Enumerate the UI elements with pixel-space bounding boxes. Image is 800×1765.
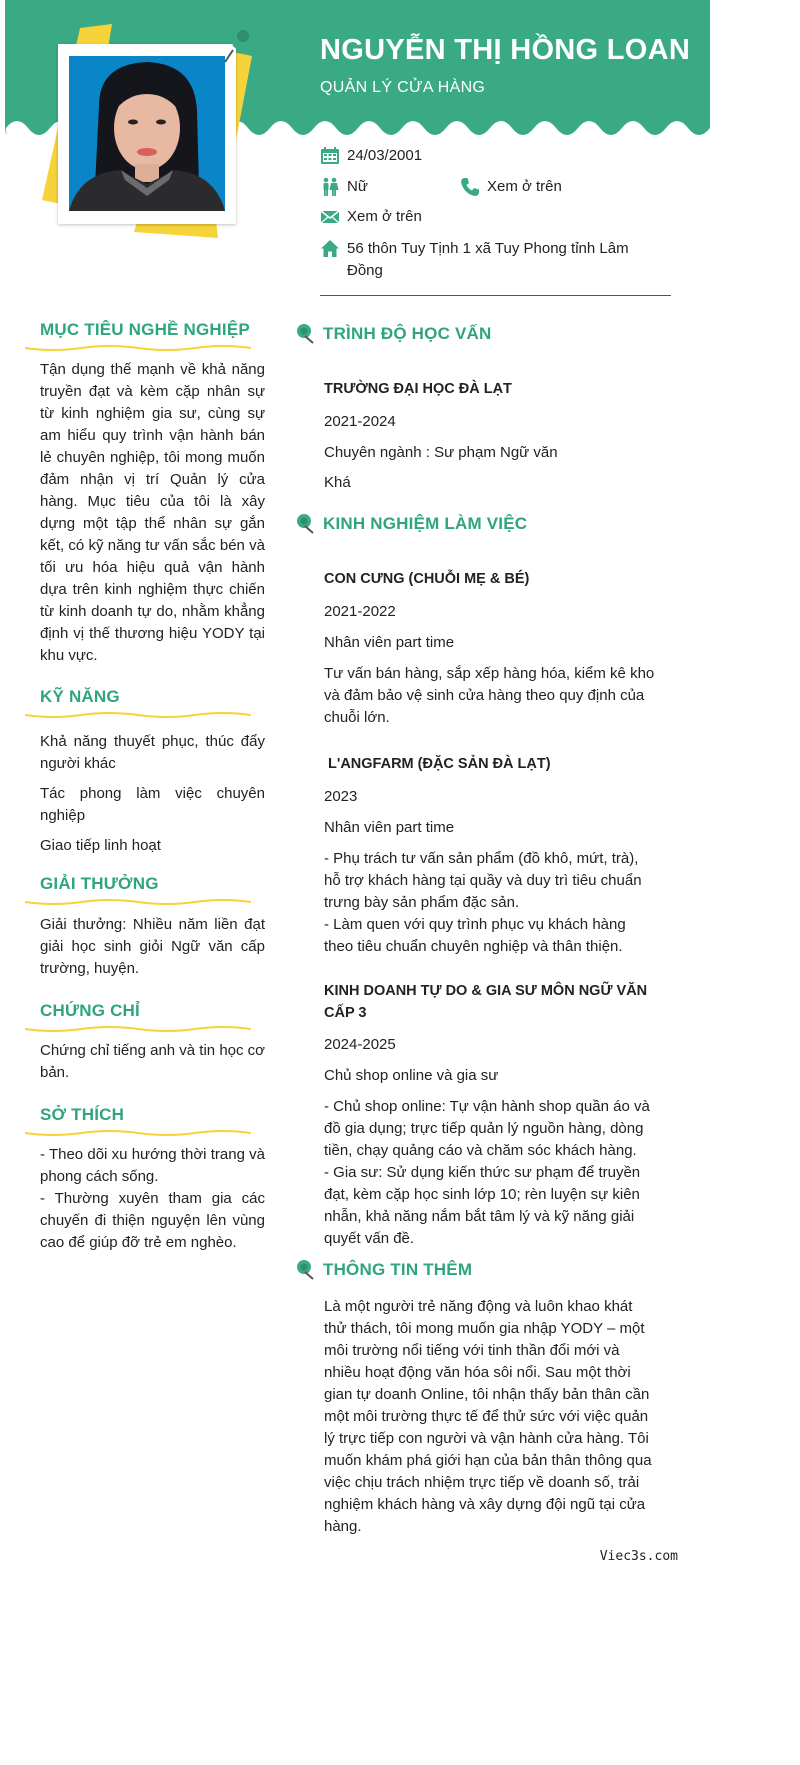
- email-icon: [320, 207, 340, 227]
- hobbies-text: [40, 1144, 265, 1254]
- watermark: Viec3s.com: [599, 1549, 678, 1564]
- email-value: Xem ở trên: [347, 208, 422, 225]
- certificates-heading: CHỨNG CHỈ: [40, 1001, 140, 1020]
- phone-value: Xem ở trên: [487, 178, 562, 195]
- job-role: Chủ shop online và gia sư: [324, 1067, 499, 1084]
- certificates-text: Chứng chỉ tiếng anh và tin học cơ bản.: [40, 1042, 266, 1081]
- education-years: 2021-2024: [324, 413, 396, 430]
- job-role: Nhân viên part time: [324, 819, 455, 836]
- additional-title: THÔNG TIN THÊM: [323, 1260, 473, 1279]
- job-title: QUẢN LÝ CỬA HÀNG: [320, 79, 486, 96]
- candidate-name: NGUYỄN THỊ HỒNG LOAN: [320, 34, 691, 66]
- education-major: Chuyên ngành : Sư phạm Ngữ văn: [324, 444, 558, 461]
- gender-value: Nữ: [347, 178, 368, 195]
- job-company: L'ANGFARM (ĐẶC SẢN ĐÀ LẠT): [324, 756, 551, 772]
- skills-heading: KỸ NĂNG: [40, 687, 120, 706]
- job-role: Nhân viên part time: [324, 634, 455, 651]
- skills-underline: [25, 710, 251, 720]
- address-value: 56 thôn Tuy Tịnh 1 xã Tuy Phong tỉnh Lâm Đồng: [347, 240, 629, 279]
- home-icon: [320, 239, 340, 259]
- contact-birthday: [320, 145, 422, 167]
- hobbies-heading: SỞ THÍCH: [40, 1105, 125, 1124]
- education-heading: [293, 322, 491, 346]
- job-description: - Chủ shop online: Tự vận hành shop quần áo và đồ gia dụng; trực tiếp quản lý nguồn hàng, dòng tiền, chạy quảng cáo và chăm sóc khách hàng. - Gia sư: Sử dụng kiến thức sư phạm để truyền đạt, kèm cặp học sinh lớp 10; rèn luyện sự kiên nhẫn, khả năng nắm bắt tâm lý và kỹ năng giải quyết vấn đề.: [324, 1098, 650, 1247]
- pushpin-icon: [293, 512, 317, 536]
- job-company: KINH DOANH TỰ DO & GIA SƯ MÔN NGỮ VĂN CẤP 3: [324, 983, 648, 1021]
- profile-photo: [69, 56, 225, 211]
- skill-item: Giao tiếp linh hoạt: [40, 837, 161, 854]
- phone-icon: [460, 177, 480, 197]
- job-period: 2021-2022: [324, 603, 396, 620]
- education-school: TRƯỜNG ĐẠI HỌC ĐÀ LẠT: [324, 381, 512, 397]
- awards-text: Giải thưởng: Nhiều năm liền đạt giải học sinh giỏi Ngữ văn cấp trường, huyện.: [40, 916, 265, 977]
- job-period: 2024-2025: [324, 1036, 396, 1053]
- skill-item: Khả năng thuyết phục, thúc đẩy người khác: [40, 733, 265, 772]
- education-title: TRÌNH ĐỘ HỌC VẤN: [323, 324, 492, 343]
- hobbies-underline: [25, 1128, 251, 1138]
- contact-phone: [460, 176, 562, 198]
- job-description: - Phụ trách tư vấn sản phẩm (đồ khô, mứt, trà), hỗ trợ khách hàng tại quầy và duy trì tiêu chuẩn trưng bày sản phẩm đặc sản. - Làm quen với quy trình phục vụ khách hàng theo tiêu chuẩn chuyên nghiệp và thân thiện.: [324, 850, 642, 955]
- contact-gender: [320, 176, 368, 198]
- skills-list: [40, 731, 265, 865]
- awards-underline: [25, 897, 251, 907]
- hobby-line: - Theo dõi xu hướng thời trang và phong cách sống.: [40, 1146, 265, 1185]
- pushpin-icon: [219, 22, 259, 66]
- objective-text: Tận dụng thế mạnh về khả năng truyền đạt và kèm cặp nhân sự từ kinh nghiệm gia sư, cùng sự am hiểu quy trình vận hành bán lẻ chuyên nghiệp, tôi mong muốn đảm nhận vị trí Quản lý cửa hàng. Mục tiêu của tôi là xây dựng một tập thể nhân sự gắn kết, có kỹ năng tư vấn sắc bén và tối ưu hóa hiệu quả vận hành dựa trên kinh nghiệm thực chiến từ kinh doanh tự do, nhằm khẳng định vị thế thương hiệu YODY tại khu vực.: [40, 361, 265, 664]
- experience-heading: [293, 512, 527, 536]
- objective-underline: [25, 343, 251, 353]
- job-period: 2023: [324, 788, 358, 805]
- hobby-line: - Thường xuyên tham gia các chuyến đi thiện nguyện lên vùng cao để giúp đỡ trẻ em nghèo.: [40, 1190, 265, 1251]
- education-grade: Khá: [324, 474, 351, 491]
- experience-title: KINH NGHIỆM LÀM VIỆC: [323, 514, 528, 533]
- job-company: CON CƯNG (CHUỖI MẸ & BÉ): [324, 571, 530, 587]
- pushpin-icon: [293, 322, 317, 346]
- birthday-value: 24/03/2001: [347, 147, 423, 164]
- contact-divider: [320, 295, 671, 296]
- job-description: Tư vấn bán hàng, sắp xếp hàng hóa, kiểm kê kho và đảm bảo vệ sinh cửa hàng theo quy định của chuỗi lớn.: [324, 665, 655, 726]
- additional-heading: [293, 1258, 472, 1282]
- pushpin-icon: [293, 1258, 317, 1282]
- contact-address: [320, 238, 660, 282]
- contact-email: [320, 206, 422, 228]
- objective-heading: MỤC TIÊU NGHỀ NGHIỆP: [40, 320, 250, 339]
- additional-text: Là một người trẻ năng động và luôn khao khát thử thách, tôi mong muốn gia nhập YODY – một môi trường nổi tiếng với tinh thần đổi mới và nhiều hoạt động văn hóa sôi nổi. Sau một thời gian tự doanh Online, tôi nhận thấy bản thân cần một môi trường thực tế để thử sức với việc quản lý trực tiếp con người và vận hành cửa hàng. Tôi muốn khám phá giới hạn của bản thân thông qua việc chịu trách nhiệm trực tiếp về doanh số, trải nghiệm khách hàng và xây dựng đội ngũ tại cửa hàng.: [324, 1298, 652, 1535]
- calendar-icon: [320, 146, 340, 166]
- certificates-underline: [25, 1024, 251, 1034]
- awards-heading: GIẢI THƯỞNG: [40, 874, 159, 893]
- gender-icon: [320, 177, 340, 197]
- skill-item: Tác phong làm việc chuyên nghiệp: [40, 785, 265, 824]
